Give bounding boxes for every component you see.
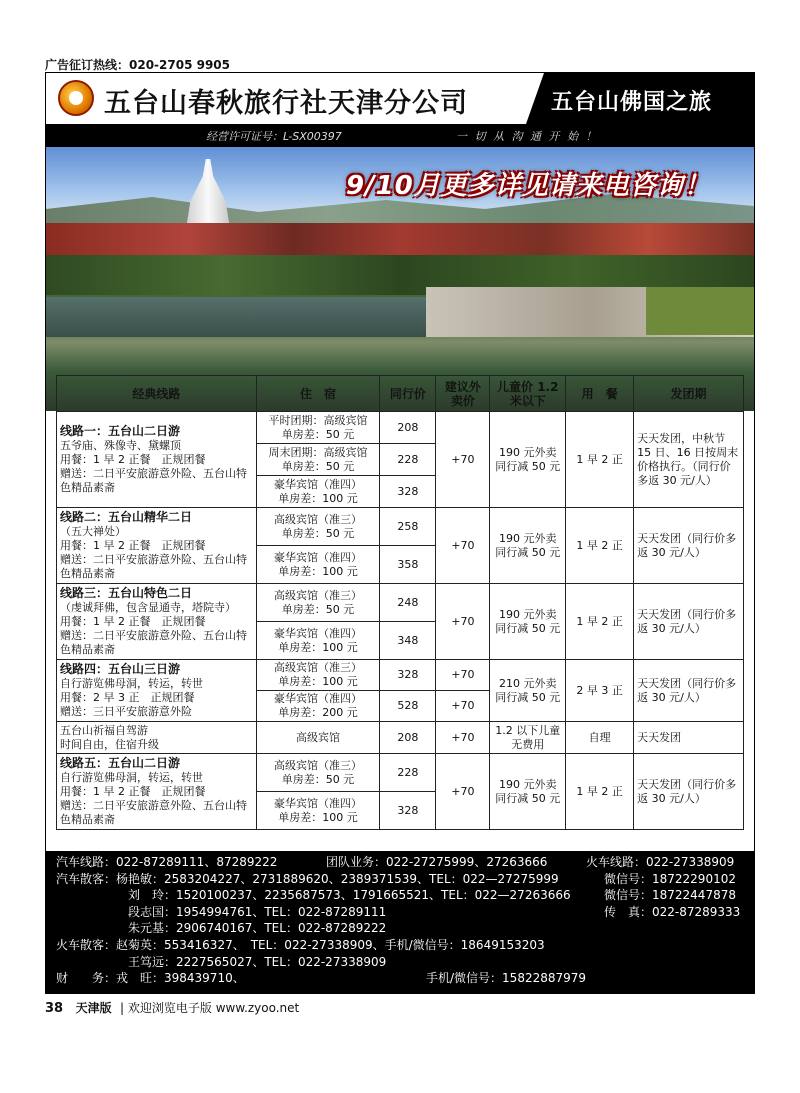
finance: 财 务：戎 旺：398439710、 <box>56 971 245 986</box>
col-markup: 建议外卖价 <box>436 376 490 412</box>
markup-cell: +70 <box>436 412 490 508</box>
price-cell: 328 <box>380 476 436 508</box>
hotel-cell: 高级宾馆 <box>256 722 380 754</box>
white-pagoda <box>186 159 230 229</box>
meal-cell: 自理 <box>566 722 634 754</box>
route-meal: 用餐：1 早 2 正餐 正规团餐 <box>60 615 206 628</box>
child-cell: 190 元外卖 同行减 50 元 <box>490 754 566 830</box>
hotel-cell <box>256 444 380 476</box>
car-retail-3: 段志国：1954994761、TEL：022-87289111 <box>128 904 387 919</box>
header-bar <box>46 73 754 124</box>
price-cell: 258 <box>380 508 436 546</box>
hotel-diff: 单房差：50 元 <box>281 772 355 786</box>
company-name: 五台山春秋旅行社天津分公司 <box>104 88 468 119</box>
route-cell <box>57 754 257 830</box>
route-cell <box>57 660 257 722</box>
slogan: 五台山佛国之旅 <box>551 90 713 115</box>
col-route: 经典线路 <box>57 376 257 412</box>
hotel-diff: 单房差：50 元 <box>281 427 355 441</box>
price-cell: 328 <box>380 660 436 691</box>
hotel-cell <box>256 754 380 792</box>
hotel-name: 高级宾馆（准三） <box>274 588 363 602</box>
page-number: 38 <box>45 1001 64 1016</box>
pond <box>46 297 466 337</box>
fax: 传 真：022-87289333 <box>604 904 741 919</box>
hotel-cell <box>256 412 380 444</box>
hotel-diff: 单房差：50 元 <box>281 602 355 616</box>
table-header-row <box>57 376 744 412</box>
route-desc: 自行游览佛母洞，转运，转世 <box>60 771 203 784</box>
meal-cell: 1 早 2 正 <box>566 584 634 660</box>
col-price: 同行价 <box>380 376 436 412</box>
col-schedule: 发团期 <box>634 376 744 412</box>
hotel-cell <box>256 622 380 660</box>
route-title: 线路五：五台山二日游 <box>60 756 181 770</box>
route-meal: 用餐：2 早 3 正 正规团餐 <box>60 691 195 704</box>
contact-row <box>56 854 744 871</box>
contact-row <box>56 887 744 904</box>
route-desc: 五爷庙、殊像寺、黛螺顶 <box>60 439 181 452</box>
train-line: 火车线路：022-27338909 <box>586 855 735 869</box>
contact-row <box>56 920 744 937</box>
table-row <box>57 508 744 546</box>
markup-cell: +70 <box>436 691 490 722</box>
child-cell: 190 元外卖 同行减 50 元 <box>490 584 566 660</box>
price-cell: 228 <box>380 444 436 476</box>
temple-photo <box>46 147 754 411</box>
hotel-name: 豪华宾馆（准四） <box>274 477 363 491</box>
price-cell: 228 <box>380 754 436 792</box>
route-meal: 用餐：1 早 2 正餐 正规团餐 <box>60 785 206 798</box>
hotel-name: 豪华宾馆（准四） <box>274 692 363 705</box>
route-title: 线路四：五台山三日游 <box>60 662 181 676</box>
markup-cell: +70 <box>436 722 490 754</box>
price-cell: 208 <box>380 722 436 754</box>
route-cell <box>57 412 257 508</box>
license-number: 经营许可证号：L-SX00397 <box>206 130 342 143</box>
price-cell: 248 <box>380 584 436 622</box>
route-cell <box>57 722 257 754</box>
car-retail-2: 刘 玲：1520100237、2235687573、1791665521、TEL：022—27263666 <box>128 888 571 903</box>
schedule-cell: 天天发团（同行价多返 30 元/人） <box>634 584 744 660</box>
hotel-cell <box>256 691 380 722</box>
hotel-diff: 单房差：50 元 <box>281 526 355 540</box>
markup-cell: +70 <box>436 508 490 584</box>
hotel-diff: 单房差：100 元 <box>278 491 358 505</box>
table-row <box>57 660 744 691</box>
wechat-1: 微信号：18722290102 <box>604 871 736 886</box>
schedule-cell: 天天发团（同行价多返 30 元/人） <box>634 754 744 830</box>
child-cell: 190 元外卖 同行减 50 元 <box>490 412 566 508</box>
motto: 一 切 从 沟 通 开 始 ！ <box>456 130 599 143</box>
ad-hotline: 广告征订热线：020-2705 9905 <box>45 58 231 72</box>
hotel-name: 高级宾馆（准三） <box>274 661 363 674</box>
route-gift: 赠送：二日平安旅游意外险、五台山特色精品素斋 <box>60 467 247 494</box>
route-meal: 用餐：1 早 2 正餐 正规团餐 <box>60 539 206 552</box>
hotel-name: 周末团期：高级宾馆 <box>268 445 368 459</box>
car-line: 汽车线路：022-87289111、87289222 <box>56 855 278 869</box>
train-retail-2: 王笃远：2227565027、TEL：022-27338909 <box>128 954 387 969</box>
price-cell: 358 <box>380 546 436 584</box>
child-cell: 210 元外卖 同行减 50 元 <box>490 660 566 722</box>
schedule-cell: 天天发团（同行价多返 30 元/人） <box>634 660 744 722</box>
hotel-cell <box>256 508 380 546</box>
route-title: 五台山祈福自驾游 <box>60 723 148 737</box>
hotel-cell <box>256 660 380 691</box>
price-cell: 208 <box>380 412 436 444</box>
hotel-diff: 单房差：100 元 <box>278 675 358 688</box>
price-cell: 348 <box>380 622 436 660</box>
markup-cell: +70 <box>436 584 490 660</box>
route-desc: （五大禅处） <box>60 525 126 538</box>
contact-row <box>56 904 744 921</box>
markup-cell: +70 <box>436 754 490 830</box>
child-cell: 1.2 以下儿童无费用 <box>490 722 566 754</box>
route-gift: 赠送：二日平安旅游意外险、五台山特色精品素斋 <box>60 799 247 826</box>
schedule-cell: 天天发团 <box>634 722 744 754</box>
contact-row <box>56 871 744 888</box>
edition: 天津版 <box>75 1001 112 1015</box>
meal-cell: 1 早 2 正 <box>566 508 634 584</box>
route-gift: 赠送：二日平安旅游意外险、五台山特色精品素斋 <box>60 553 247 580</box>
route-desc: 时间自由，住宿升级 <box>60 737 159 751</box>
route-title: 线路二：五台山精华二日 <box>60 510 193 524</box>
hotel-name: 平时团期：高级宾馆 <box>268 413 368 427</box>
company-logo <box>58 80 94 116</box>
car-retail-4: 朱元基：2906740167、TEL：022-87289222 <box>128 921 387 936</box>
route-gift: 赠送：二日平安旅游意外险、五台山特色精品素斋 <box>60 629 247 656</box>
contact-row <box>56 954 744 971</box>
meal-cell: 1 早 2 正 <box>566 754 634 830</box>
contact-row <box>56 937 744 954</box>
train-retail-1: 火车散客：赵菊英：553416327、 TEL：022-27338909、手机/微信号：18649153203 <box>56 937 545 952</box>
col-child: 儿童价 1.2 米以下 <box>490 376 566 412</box>
car-retail-1: 汽车散客：杨艳敏：2583204227、2731889620、2389371539、TEL：022—27275999 <box>56 871 559 886</box>
child-cell: 190 元外卖 同行减 50 元 <box>490 508 566 584</box>
hotel-name: 豪华宾馆（准四） <box>274 796 363 810</box>
meal-cell: 2 早 3 正 <box>566 660 634 722</box>
route-cell <box>57 508 257 584</box>
license-bar <box>46 124 754 147</box>
hotel-diff: 单房差：50 元 <box>281 459 355 473</box>
price-cell: 528 <box>380 691 436 722</box>
finance-mobile: 手机/微信号：15822887979 <box>426 971 587 986</box>
page-footer <box>45 999 299 1016</box>
schedule-cell: 天天发团（同行价多返 30 元/人） <box>634 508 744 584</box>
table-row <box>57 754 744 792</box>
route-meal: 用餐：1 早 2 正餐 正规团餐 <box>60 453 206 466</box>
col-meal: 用 餐 <box>566 376 634 412</box>
hotel-diff: 单房差：100 元 <box>278 564 358 578</box>
hotel-name: 豪华宾馆（准四） <box>274 626 363 640</box>
wechat-2: 微信号：18722447878 <box>604 888 736 903</box>
hotel-diff: 单房差：100 元 <box>278 810 358 824</box>
lawn <box>646 287 754 335</box>
route-gift: 赠送：三日平安旅游意外险 <box>60 705 192 718</box>
price-cell: 328 <box>380 792 436 830</box>
footer-note: | 欢迎浏览电子版 www.zyoo.net <box>120 1001 300 1015</box>
meal-cell: 1 早 2 正 <box>566 412 634 508</box>
group-business: 团队业务：022-27275999、27263666 <box>326 855 548 869</box>
hotel-diff: 单房差：100 元 <box>278 640 358 654</box>
hotel-name: 高级宾馆（准三） <box>274 512 363 526</box>
route-desc: 自行游览佛母洞，转运，转世 <box>60 677 203 690</box>
route-desc: （虔诚拜佛，包含显通寺，塔院寺） <box>60 601 236 614</box>
route-title: 线路三：五台山特色二日 <box>60 586 193 600</box>
contact-block <box>46 851 754 993</box>
hotel-diff: 单房差：200 元 <box>278 706 358 719</box>
hotel-name: 豪华宾馆（准四） <box>274 550 363 564</box>
hotel-name: 高级宾馆（准三） <box>274 758 363 772</box>
promo-text: 9/10月更多详见请来电咨询！ <box>346 171 711 201</box>
col-hotel: 住 宿 <box>256 376 380 412</box>
route-cell <box>57 584 257 660</box>
hotel-cell <box>256 546 380 584</box>
table-row <box>57 722 744 754</box>
hotel-cell <box>256 476 380 508</box>
contact-row <box>56 970 744 987</box>
table-row <box>57 412 744 444</box>
schedule-cell: 天天发团，中秋节 15 日、16 日按周末价格执行。（同行价多返 30 元/人） <box>634 412 744 508</box>
route-table <box>56 375 744 830</box>
table-row <box>57 584 744 622</box>
advert-frame <box>45 72 755 994</box>
hotel-cell <box>256 792 380 830</box>
hotel-cell <box>256 584 380 622</box>
route-title: 线路一：五台山二日游 <box>60 424 181 438</box>
markup-cell: +70 <box>436 660 490 691</box>
